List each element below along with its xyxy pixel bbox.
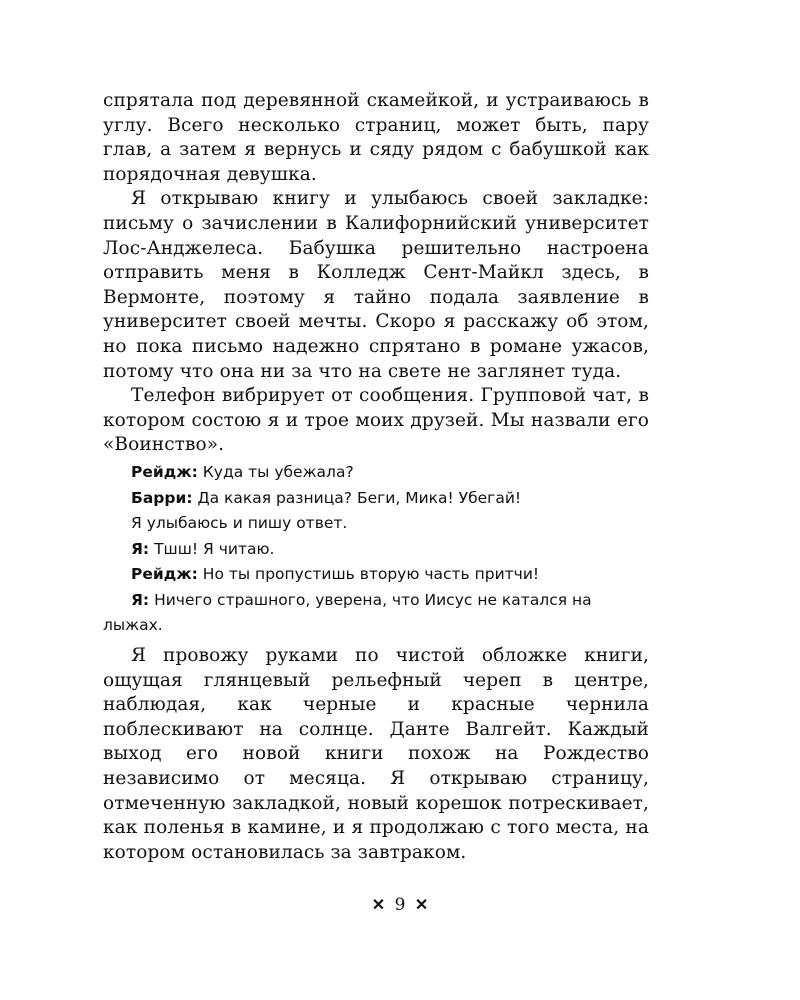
- chat-text: Ничего страшного, уверена, что Иисус не катался на лыжах.: [103, 590, 592, 635]
- chat-speaker: Я:: [131, 590, 150, 609]
- chat-text: Я улыбаюсь и пишу ответ.: [131, 514, 348, 533]
- narrative-bottom: [103, 644, 649, 865]
- paragraph-2: Я открываю книгу и улыбаюсь своей закладке: письму о зачислении в Калифорнийский университет Лос-Анджелеса. Бабушка решительно настроена отправить меня в Колледж Сент-Майкл здесь, в Вермонте, поэтому я тайно подала заявление в университет своей мечты. Скоро я расскажу об этом, но пока письмо надежно спрятано в романе ужасов, потому что она ни за что на свете не заглянет туда.: [103, 188, 649, 382]
- paragraph-4: Я провожу руками по чистой обложке книги, ощущая глянцевый рельефный череп в центре, наблюдая, как черные и красные чернила поблескивают на солнце. Данте Валгейт. Каждый выход его новой книги похож на Рождество независимо от месяца. Я открываю страницу, отмеченную закладкой, новый корешок потрескивает, как поленья в камине, и я продолжаю с того места, на котором остановилась за завтраком.: [103, 645, 649, 863]
- page-body: [103, 89, 649, 865]
- chat-line: [103, 486, 649, 512]
- chat-speaker: Я:: [131, 539, 150, 558]
- chat-text: Но ты пропустишь вторую часть притчи!: [197, 565, 540, 584]
- narrative-top: [103, 89, 649, 458]
- chat-line: [103, 511, 649, 537]
- ornament-left-icon: ✕: [371, 895, 386, 914]
- chat-line: [103, 537, 649, 563]
- chat-text: Куда ты убежала?: [197, 462, 354, 481]
- chat-line: [103, 460, 649, 486]
- chat-text: Тшш! Я читаю.: [149, 539, 275, 558]
- page-number: 9: [394, 895, 406, 915]
- page-footer: [0, 895, 800, 915]
- chat-line: [103, 588, 649, 639]
- chat-speaker: Рейдж:: [131, 462, 198, 481]
- paragraph-3: Телефон вибрирует от сообщения. Групповой чат, в котором состою я и трое моих друзей. Мы назвали его «Воинство».: [103, 385, 649, 456]
- ornament-right-icon: ✕: [414, 895, 429, 914]
- chat-transcript: [103, 460, 649, 639]
- chat-line: [103, 562, 649, 588]
- paragraph-1: спрятала под деревянной скамейкой, и устраиваюсь в углу. Всего несколько страниц, может быть, пару глав, а затем я вернусь и сяду рядом с бабушкой как порядочная девушка.: [103, 90, 649, 185]
- chat-speaker: Рейдж:: [131, 565, 198, 584]
- chat-speaker: Барри:: [131, 488, 193, 507]
- chat-text: Да какая разница? Беги, Мика! Убегай!: [192, 488, 522, 507]
